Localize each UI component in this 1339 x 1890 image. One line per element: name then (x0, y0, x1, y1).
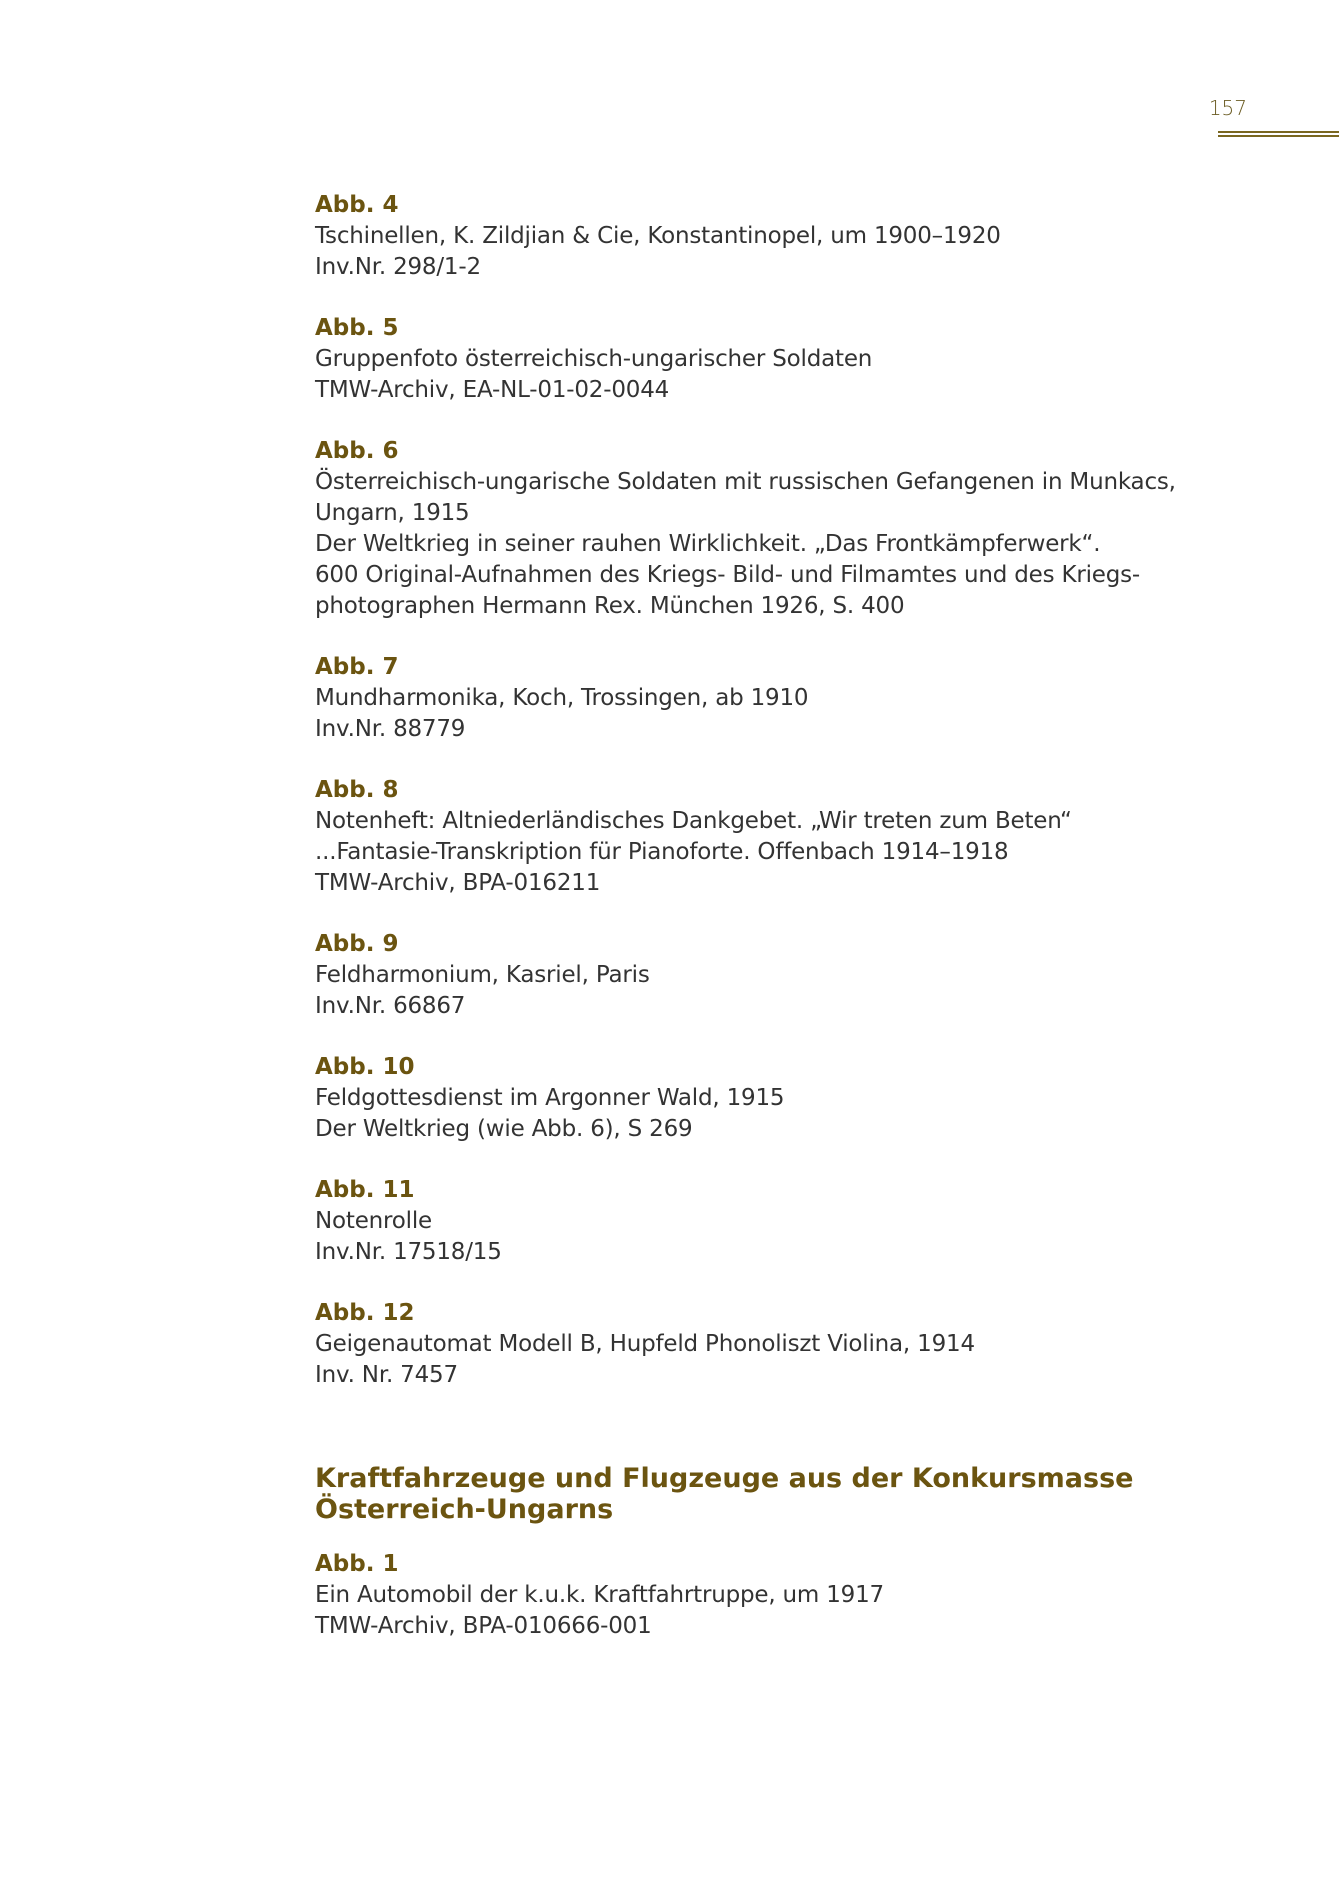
caption-line: Inv.Nr. 66867 (315, 993, 466, 1019)
caption-line: Tschinellen, K. Zildjian & Cie, Konstantinopel, um 1900–1920 (315, 223, 1001, 249)
caption-line: photographen Hermann Rex. München 1926, S. 400 (315, 593, 905, 619)
caption-line: Notenrolle (315, 1208, 432, 1234)
caption-line: ...Fantasie-Transkription für Pianoforte. Offenbach 1914–1918 (315, 839, 1009, 865)
caption-entry (315, 652, 1195, 745)
caption-line: Geigenautomat Modell B, Hupfeld Phonoliszt Violina, 1914 (315, 1331, 975, 1357)
caption-line: Ungarn, 1915 (315, 500, 470, 526)
caption-entry (315, 929, 1195, 1022)
caption-entry (315, 1298, 1195, 1391)
caption-entry (315, 1549, 1195, 1642)
entries-before (315, 190, 1195, 1391)
caption-title: Abb. 5 (315, 315, 399, 341)
header-rule-top (1218, 131, 1339, 133)
caption-list (315, 190, 1195, 1672)
caption-line: Ein Automobil der k.u.k. Kraftfahrtruppe, um 1917 (315, 1582, 884, 1608)
caption-title: Abb. 10 (315, 1054, 415, 1080)
caption-entry (315, 190, 1195, 283)
section-heading-line1: Kraftfahrzeuge und Flugzeuge aus der Konkursmasse (315, 1463, 1134, 1494)
caption-line: Der Weltkrieg (wie Abb. 6), S 269 (315, 1116, 693, 1142)
caption-line: Inv.Nr. 17518/15 (315, 1239, 502, 1265)
section-heading (315, 1463, 1195, 1525)
caption-entry (315, 313, 1195, 406)
caption-line: Notenheft: Altniederländisches Dankgebet. „Wir treten zum Beten“ (315, 808, 1072, 834)
caption-title: Abb. 6 (315, 438, 399, 464)
caption-title: Abb. 11 (315, 1177, 415, 1203)
page-number: 157 (1208, 96, 1247, 120)
section-heading-line2: Österreich-Ungarns (315, 1494, 614, 1525)
caption-line: Der Weltkrieg in seiner rauhen Wirklichkeit. „Das Frontkämpferwerk“. (315, 531, 1101, 557)
caption-line: TMW-Archiv, BPA-016211 (315, 870, 601, 896)
entries-after (315, 1549, 1195, 1642)
caption-line: TMW-Archiv, EA-NL-01-02-0044 (315, 377, 670, 403)
caption-line: Österreichisch-ungarische Soldaten mit russischen Gefangenen in Munkacs, (315, 469, 1176, 495)
caption-line: Inv.Nr. 88779 (315, 716, 466, 742)
caption-line: Inv.Nr. 298/1-2 (315, 254, 481, 280)
caption-line: TMW-Archiv, BPA-010666-001 (315, 1613, 652, 1639)
caption-line: Gruppenfoto österreichisch-ungarischer Soldaten (315, 346, 873, 372)
caption-title: Abb. 7 (315, 654, 399, 680)
caption-line: Inv. Nr. 7457 (315, 1362, 458, 1388)
caption-line: Mundharmonika, Koch, Trossingen, ab 1910 (315, 685, 809, 711)
caption-entry (315, 1175, 1195, 1268)
header-rule-bottom (1218, 135, 1339, 137)
caption-title: Abb. 8 (315, 777, 399, 803)
caption-line: 600 Original-Aufnahmen des Kriegs- Bild- und Filmamtes und des Kriegs- (315, 562, 1141, 588)
caption-title: Abb. 1 (315, 1551, 399, 1577)
caption-title: Abb. 4 (315, 192, 399, 218)
caption-entry (315, 436, 1195, 622)
caption-line: Feldharmonium, Kasriel, Paris (315, 962, 650, 988)
caption-entry (315, 1052, 1195, 1145)
caption-title: Abb. 9 (315, 931, 399, 957)
caption-entry (315, 775, 1195, 899)
caption-line: Feldgottesdienst im Argonner Wald, 1915 (315, 1085, 785, 1111)
caption-title: Abb. 12 (315, 1300, 415, 1326)
